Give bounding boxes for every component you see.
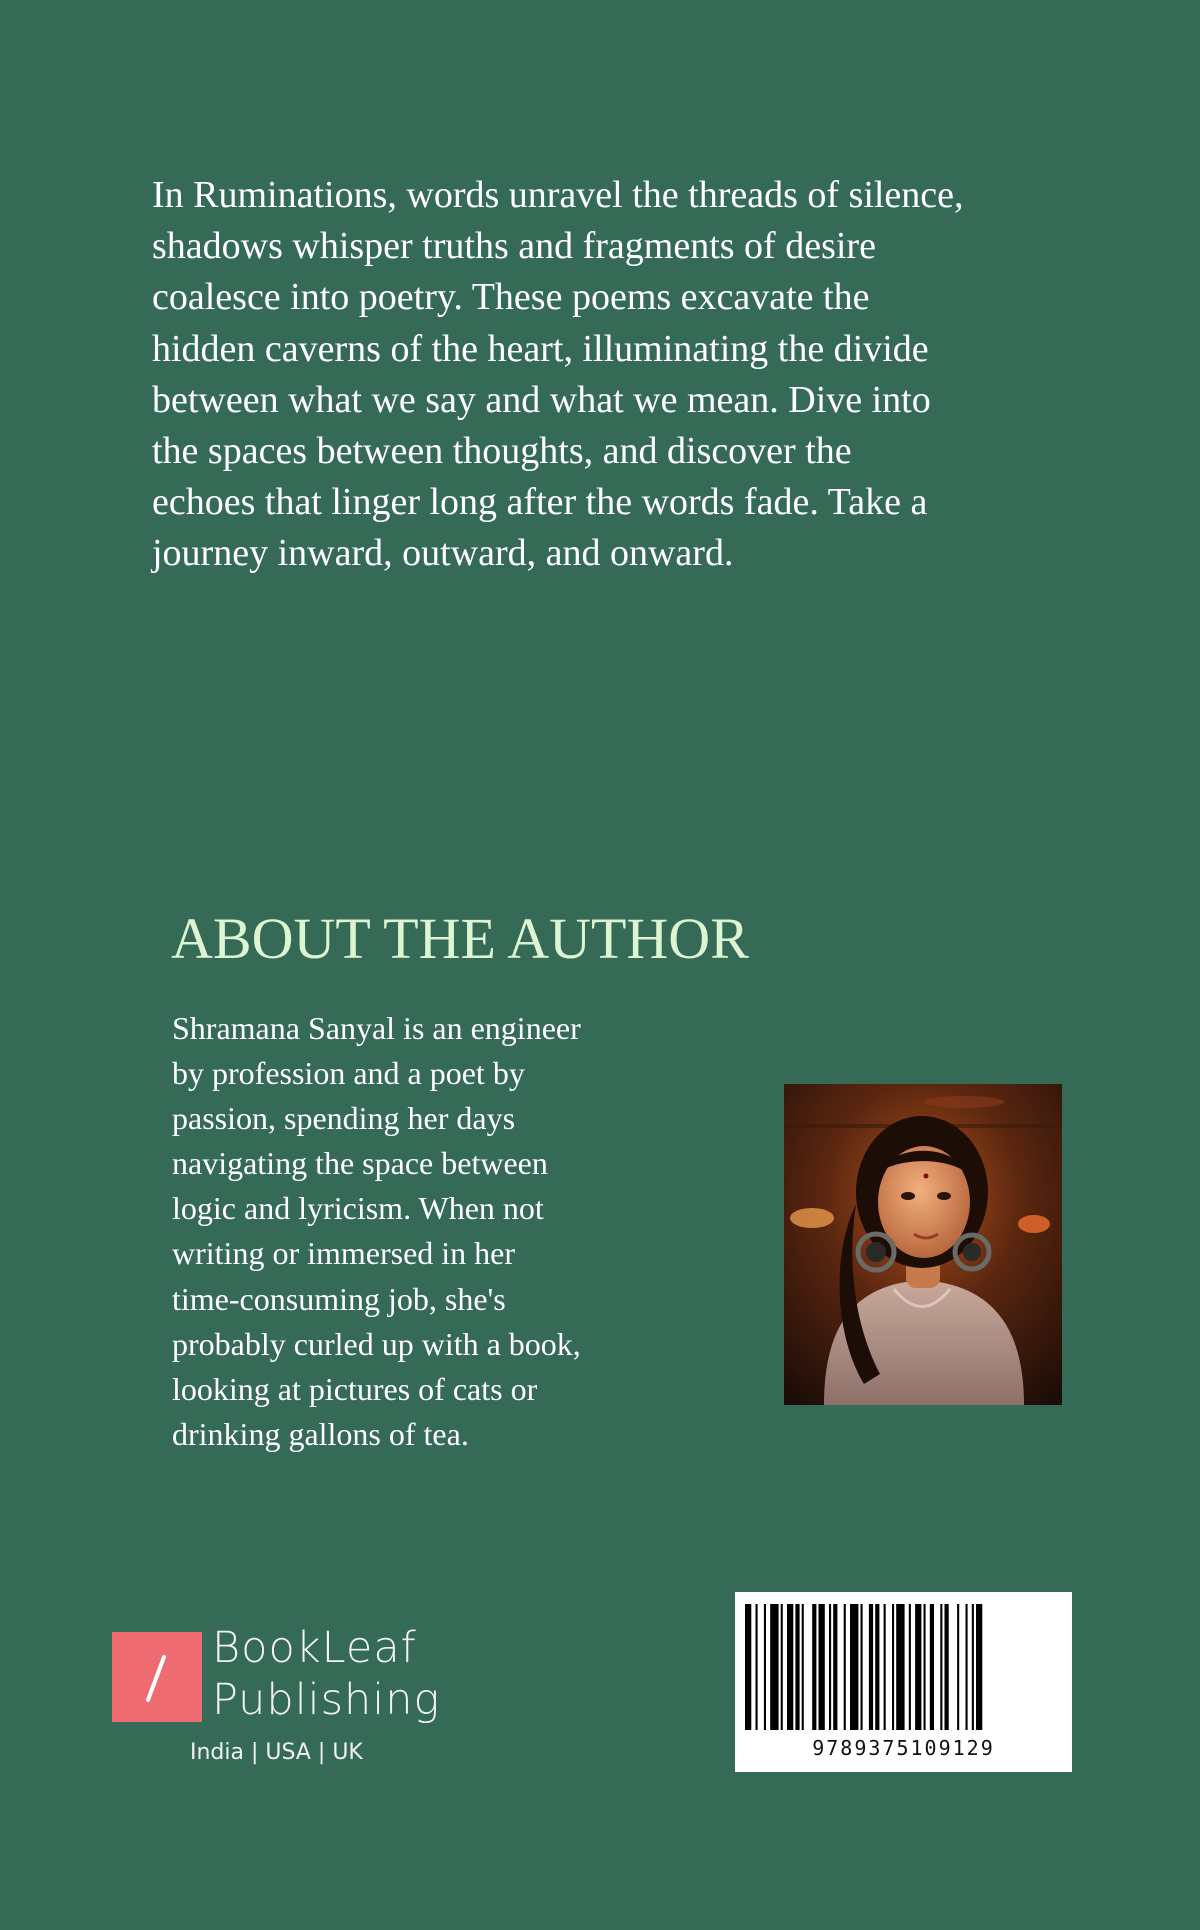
author-photo [784, 1084, 1062, 1405]
barcode-bar [924, 1604, 926, 1730]
barcode-bar [787, 1604, 793, 1730]
barcode-bar [940, 1604, 942, 1730]
barcode-bar [972, 1604, 974, 1730]
barcode-bar [795, 1604, 799, 1730]
barcode-bar [844, 1604, 846, 1730]
barcode-bar [781, 1604, 783, 1730]
barcode-bar [829, 1604, 831, 1730]
bio-line: logic and lyricism. When not [172, 1190, 544, 1227]
barcode-bar [909, 1604, 911, 1730]
barcode-bar [892, 1604, 894, 1730]
publisher-regions: India | USA | UK [190, 1740, 363, 1765]
barcode-bar [930, 1604, 934, 1730]
publisher-name-line2: Publishing [212, 1675, 441, 1725]
publisher-name-line1: BookLeaf [212, 1623, 417, 1673]
bio-line: time-consuming job, she's [172, 1280, 506, 1317]
bio-line: passion, spending her days [172, 1100, 516, 1137]
about-author-heading: ABOUT THE AUTHOR [171, 906, 749, 971]
barcode-bar [884, 1604, 886, 1730]
bio-line: by profession and a poet by [172, 1055, 525, 1092]
barcode-bar [957, 1604, 959, 1730]
barcode-bar [812, 1604, 816, 1730]
bio-line: probably curled up with a book, [172, 1325, 581, 1362]
bio-line: drinking gallons of tea. [172, 1415, 469, 1452]
bio-line: looking at pictures of cats or [172, 1370, 538, 1407]
blurb-line: between what we say and what we mean. Dive into [152, 378, 931, 421]
bio-line: writing or immersed in her [172, 1235, 516, 1272]
isbn-number: 9789375109129 [812, 1736, 995, 1760]
barcode-bar [976, 1604, 982, 1730]
publisher-slash-icon [112, 1632, 202, 1722]
barcode-bar [945, 1604, 949, 1730]
barcode-bar [915, 1604, 921, 1730]
barcode-bar [966, 1604, 968, 1730]
isbn-barcode [735, 1592, 1072, 1772]
bio-line: Shramana Sanyal is an engineer [172, 1010, 581, 1046]
barcode-bar [850, 1604, 858, 1730]
barcode-bars [743, 1604, 1064, 1734]
barcode-bar [875, 1604, 879, 1730]
barcode-bar [896, 1604, 904, 1730]
barcode-bar [764, 1604, 766, 1730]
book-blurb [152, 170, 1012, 580]
barcode-bar [819, 1604, 825, 1730]
blurb-line: the spaces between thoughts, and discover the [152, 430, 852, 473]
barcode-bar [756, 1604, 758, 1730]
author-bio [172, 1006, 652, 1457]
blurb-line: echoes that linger long after the words fade. Take a [152, 481, 928, 524]
barcode-bar [745, 1604, 751, 1730]
blurb-line: coalesce into poetry. These poems excavate the [152, 276, 870, 319]
blurb-line: shadows whisper truths and fragments of desire [152, 225, 876, 268]
barcode-bar [861, 1604, 863, 1730]
barcode-bar [770, 1604, 778, 1730]
blurb-line: journey inward, outward, and onward. [152, 532, 734, 575]
publisher-logo [112, 1622, 472, 1772]
barcode-bar [802, 1604, 804, 1730]
publisher-name [212, 1622, 440, 1726]
barcode-bar [869, 1604, 873, 1730]
bio-line: navigating the space between [172, 1145, 548, 1182]
barcode-bar [833, 1604, 837, 1730]
blurb-line: In Ruminations, words unravel the threads of silence, [152, 174, 964, 216]
blurb-line: hidden caverns of the heart, illuminating the divide [152, 327, 929, 370]
